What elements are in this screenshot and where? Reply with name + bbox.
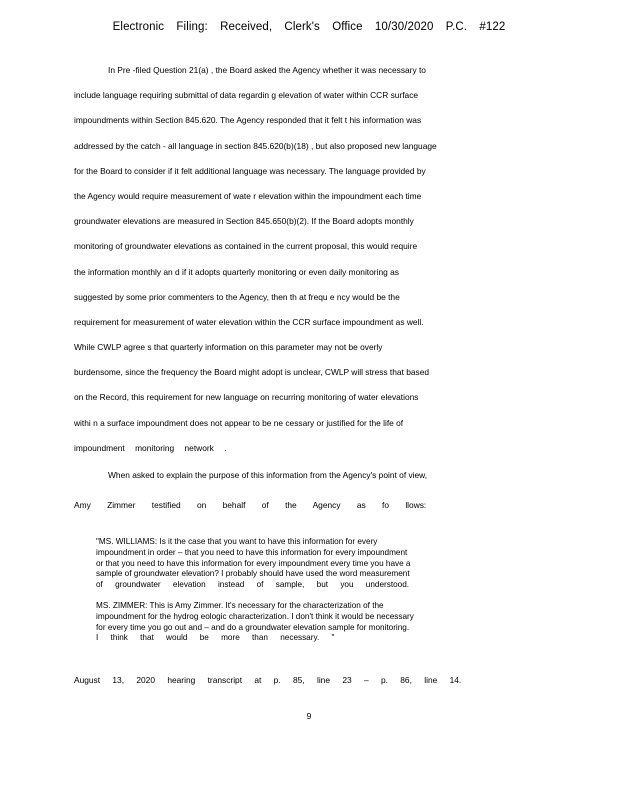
paragraph-1-line: include language requiring submittal of data regardin g elevation of water within CCR surface [74,90,419,101]
paragraph-1 [74,58,540,461]
paragraph-2-line-2: Amy Zimmer testified on behalf of the Agency as fo llows: [74,500,427,510]
paragraph-2 [74,470,540,510]
paragraph-1-line: requirement for measurement of water elevation within the CCR surface impoundment as well. [74,316,424,327]
paragraph-1-line: the information monthly an d if it adopts quarterly monitoring or even daily monitoring as [74,266,399,277]
paragraph-1-line: monitoring of groundwater elevations as contained in the current proposal, this would require [74,241,418,252]
paragraph-1-line: impoundments within Section 845.620. The Agency responded that it felt t his information was [74,115,422,126]
paragraph-1-line: for the Board to consider if it felt additional language was necessary. The language provided by [74,165,426,176]
block-quote [96,537,516,644]
paragraph-1-line: While CWLP agree s that quarterly information on this parameter may not be overly [74,342,383,353]
quote-line: impoundment for the hydrog eologic characterization. I don't think it would be necessary [96,611,414,621]
paragraph-1-line: groundwater elevations are measured in Section 845.650(b)(2). If the Board adopts monthly [74,216,414,227]
quote-line: impoundment in order – that you need to have this information for every impoundment [96,547,408,557]
paragraph-1-line: withi n a surface impoundment does not appear to be ne cessary or justified for the life of [74,417,404,428]
quote-line: MS. ZIMMER: This is Amy Zimmer. It's necessary for the characterization of the [96,600,384,610]
paragraph-1-line: addressed by the catch - all language in section 845.620(b)(18) , but also proposed new language [74,140,437,151]
quote-line: "MS. WILLIAMS: Is it the case that you want to have this information for every [96,537,378,546]
quote-line: of groundwater elevation instead of sample, but you understood. [96,580,410,590]
quote-line: I think that would be more than necessary. " [96,633,335,643]
paragraph-1-line: suggested by some prior commenters to the Agency, then th at frequ e ncy would be the [74,291,400,302]
paragraph-1-line: burdensome, since the frequency the Board might adopt is unclear, CWLP will stress that based [74,367,430,378]
paragraph-1-line: on the Record, this requirement for new language on recurring monitoring of water elevations [74,392,419,403]
paragraph-1-line: In Pre -filed Question 21(a) , the Board asked the Agency whether it was necessary to [108,65,426,75]
page-number: 9 [306,711,312,721]
filing-header: Electronic Filing: Received, Clerk's Office 10/30/2020 P.C. #122 [112,21,506,33]
quote-line: or that you need to have this information for every impoundment every time you have a [96,558,411,568]
transcript-citation: August 13, 2020 hearing transcript at p. 85, line 23 – p. 86, line 14. [74,675,462,685]
quote-line: for every time you go out and – and do a groundwater elevation sample for monitoring. [96,622,410,632]
paragraph-1-line: the Agency would require measurement of wate r elevation within the impoundment each time [74,190,422,201]
paragraph-1-line: impoundment monitoring network . [74,442,227,453]
paragraph-2-line-1: When asked to explain the purpose of this information from the Agency's point of view, [108,470,428,480]
quote-line: sample of groundwater elevation? I probably should have used the word measurement [96,569,410,579]
